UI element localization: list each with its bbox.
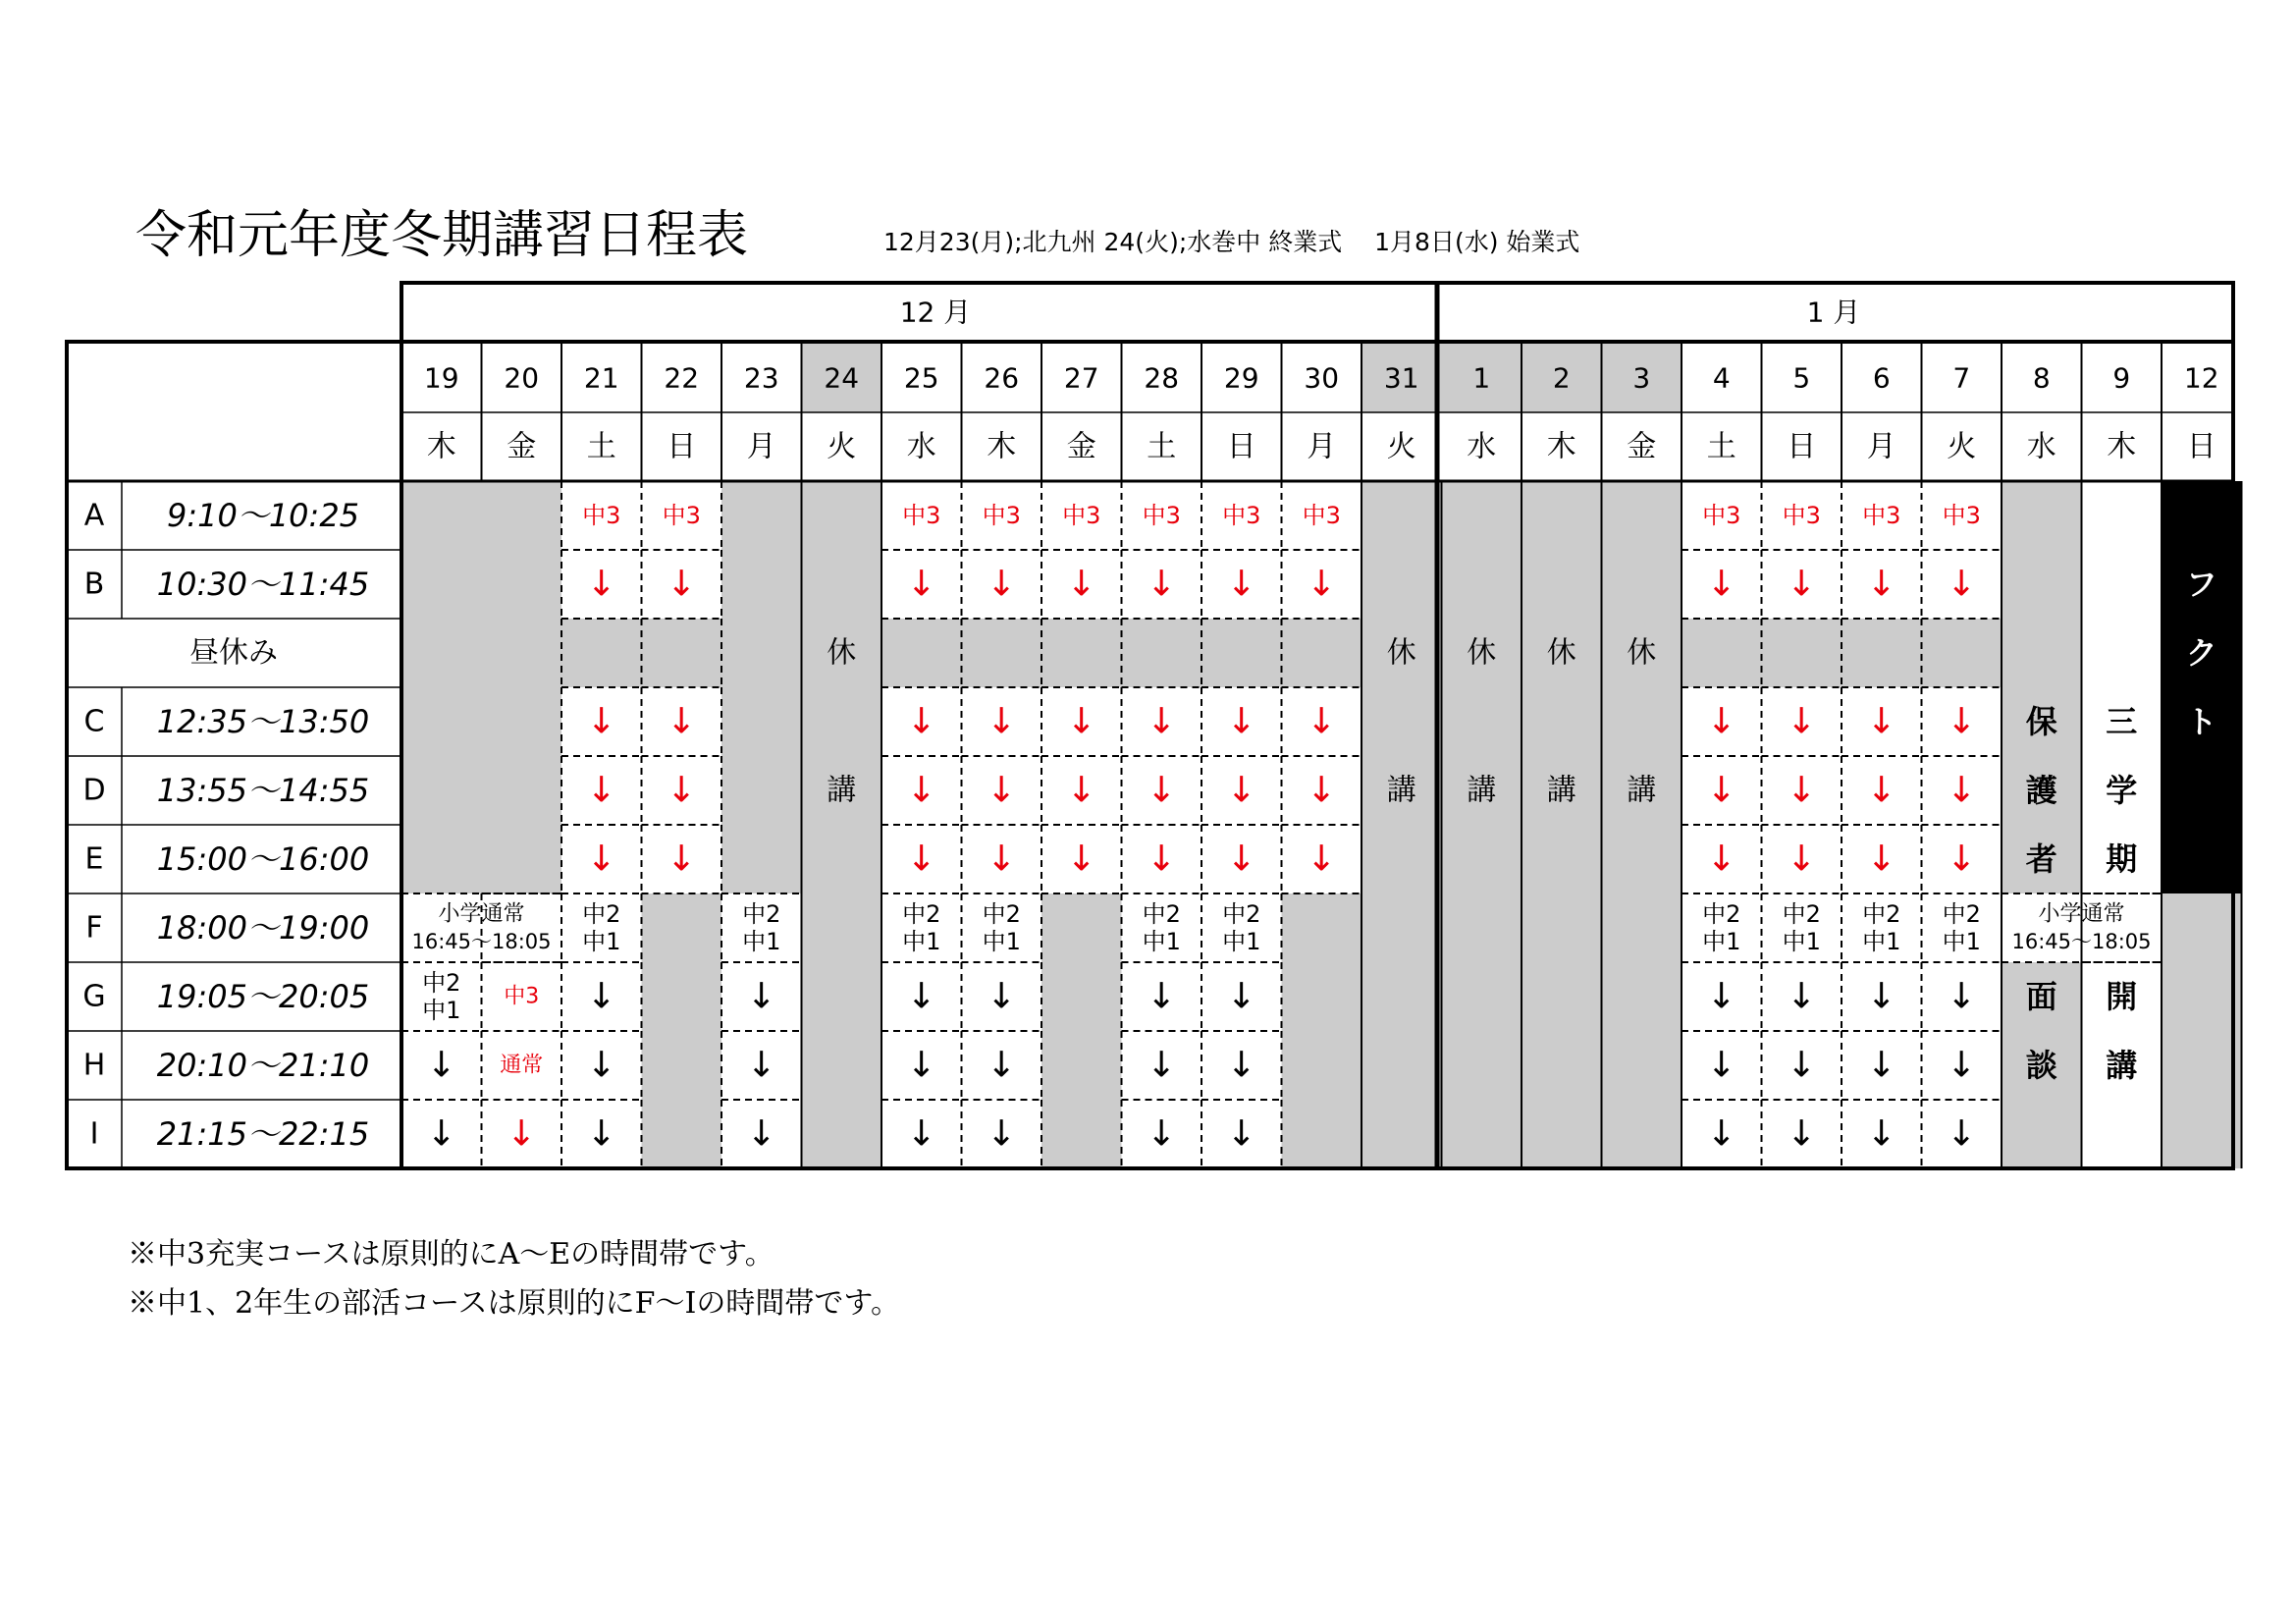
period-code: A [83, 498, 105, 533]
continue-arrow: ↓ [586, 839, 616, 880]
day-weekday: 金 [1627, 429, 1657, 464]
continue-arrow: ↓ [987, 701, 1017, 742]
day-weekday: 土 [586, 429, 616, 464]
continue-arrow: ↓ [1226, 1113, 1256, 1155]
class-chu2: 中2 [1702, 900, 1741, 928]
period-code: B [83, 567, 105, 602]
holiday-column-shade [1362, 481, 1442, 1168]
hogosha-char: 護 [2025, 772, 2057, 809]
day-date: 26 [984, 361, 1020, 395]
day-weekday: 木 [987, 429, 1017, 464]
class-chu1: 中1 [1142, 928, 1181, 955]
day-weekday: 金 [507, 429, 537, 464]
sangakki-char: 期 [2106, 840, 2138, 878]
day-weekday: 日 [2186, 429, 2216, 464]
class-chu3: 中3 [1142, 502, 1181, 529]
mendan-char: 談 [2025, 1047, 2057, 1084]
kyukou-kyu: 休 [1386, 635, 1416, 671]
continue-arrow: ↓ [1947, 564, 1977, 605]
period-time: 19:05～20:05 [156, 978, 370, 1015]
kyukou-ko: 講 [1546, 773, 1576, 808]
day-date: 19 [423, 361, 459, 395]
lunch-shade [642, 619, 722, 687]
continue-arrow: ↓ [1866, 564, 1896, 605]
day-weekday: 月 [1866, 429, 1896, 464]
class-shogaku: 小学通常 [438, 901, 525, 927]
period-code: F [85, 910, 103, 946]
continue-arrow: ↓ [1307, 770, 1337, 811]
day-date: 27 [1063, 361, 1099, 395]
no-class-shade [642, 893, 722, 1168]
class-chu1: 中1 [1702, 928, 1741, 955]
holiday-column-shade [802, 481, 882, 1168]
continue-arrow: ↓ [1947, 701, 1977, 742]
class-chu3: 中3 [1302, 502, 1341, 529]
day-date: 12 [2183, 361, 2219, 395]
class-chu2: 中2 [1942, 900, 1981, 928]
continue-arrow: ↓ [906, 1045, 936, 1086]
continue-arrow: ↓ [1787, 701, 1817, 742]
lunch-label: 昼休み [189, 635, 278, 671]
day-weekday: 日 [1787, 429, 1817, 464]
continue-arrow: ↓ [586, 976, 616, 1017]
continue-arrow: ↓ [1787, 770, 1817, 811]
period-time: 10:30～11:45 [156, 566, 370, 603]
continue-arrow: ↓ [1947, 770, 1977, 811]
page-title: 令和元年度冬期講習日程表 [135, 206, 749, 265]
hogosha-shade [2002, 481, 2082, 893]
period-time: 20:10～21:10 [156, 1047, 370, 1084]
class-chu3: 中3 [1782, 502, 1821, 529]
lunch-shade [1122, 619, 1202, 687]
holiday-column-shade [1522, 481, 1602, 1168]
kyukou-kyu: 休 [1467, 635, 1497, 671]
day-date: 1 [1472, 361, 1491, 395]
continue-arrow: ↓ [746, 1045, 776, 1086]
continue-arrow: ↓ [1307, 701, 1337, 742]
kyukou-kyu: 休 [1627, 635, 1657, 671]
day-weekday: 水 [2026, 429, 2056, 464]
day-weekday: 火 [827, 429, 857, 464]
fukuto-black [2162, 481, 2242, 893]
day-date: 23 [743, 361, 779, 395]
continue-arrow: ↓ [1787, 976, 1817, 1017]
period-code: D [82, 773, 106, 808]
day-date: 2 [1552, 361, 1571, 395]
class-shogaku-time: 16:45～18:05 [411, 930, 552, 953]
continue-arrow: ↓ [1066, 770, 1096, 811]
period-code: C [83, 704, 105, 739]
continue-arrow: ↓ [1066, 701, 1096, 742]
class-chu3: 中3 [902, 502, 941, 529]
continue-arrow: ↓ [1066, 564, 1096, 605]
class-chu2: 中2 [742, 900, 781, 928]
day-date: 30 [1304, 361, 1340, 395]
continue-arrow: ↓ [1706, 976, 1736, 1017]
continue-arrow: ↓ [906, 839, 936, 880]
class-chu3: 中3 [982, 502, 1021, 529]
month-label-december: 12 月 [899, 296, 972, 329]
class-chu2: 中2 [422, 969, 461, 997]
kyukou-kyu: 休 [827, 635, 857, 671]
day-weekday: 木 [1546, 429, 1576, 464]
class-chu3: 中3 [1942, 502, 1981, 529]
day-weekday: 火 [1386, 429, 1416, 464]
continue-arrow: ↓ [1866, 770, 1896, 811]
continue-arrow: ↓ [1866, 1045, 1896, 1086]
day-weekday: 日 [667, 429, 697, 464]
day-date: 24 [824, 361, 860, 395]
day-weekday: 土 [1147, 429, 1177, 464]
no-class-shade [1041, 893, 1122, 1168]
continue-arrow: ↓ [1307, 564, 1337, 605]
continue-arrow: ↓ [667, 564, 697, 605]
day-date: 25 [903, 361, 939, 395]
continue-arrow: ↓ [1226, 564, 1256, 605]
day-date: 9 [2112, 361, 2131, 395]
hogosha-char: 者 [2025, 840, 2057, 878]
class-chu1: 中1 [902, 928, 941, 955]
class-chu3: 中3 [504, 984, 540, 1009]
continue-arrow: ↓ [987, 976, 1017, 1017]
day-date: 7 [1952, 361, 1971, 395]
kyukou-ko: 講 [1467, 773, 1497, 808]
continue-arrow: ↓ [1706, 564, 1736, 605]
sangakki-char: 三 [2106, 703, 2138, 740]
continue-arrow: ↓ [906, 770, 936, 811]
class-chu1: 中1 [1222, 928, 1261, 955]
continue-arrow: ↓ [667, 839, 697, 880]
continue-arrow: ↓ [987, 564, 1017, 605]
continue-arrow: ↓ [1787, 564, 1817, 605]
lunch-shade [1201, 619, 1282, 687]
period-code: H [82, 1048, 106, 1083]
hogosha-char: 保 [2025, 703, 2057, 740]
class-chu2: 中2 [1862, 900, 1901, 928]
class-chu1: 中1 [582, 928, 621, 955]
continue-arrow: ↓ [987, 839, 1017, 880]
period-code: G [82, 979, 106, 1014]
class-chu2: 中2 [982, 900, 1021, 928]
continue-arrow: ↓ [586, 1113, 616, 1155]
no-class-shade [2162, 893, 2242, 1168]
day-weekday: 金 [1066, 429, 1096, 464]
continue-arrow: ↓ [1147, 701, 1177, 742]
class-chu3: 中3 [1702, 502, 1741, 529]
continue-arrow: ↓ [1947, 1113, 1977, 1155]
class-chu1: 中1 [422, 997, 461, 1024]
kyukou-ko: 講 [1386, 773, 1416, 808]
lunch-shade [1922, 619, 2002, 687]
class-chu2: 中2 [1222, 900, 1261, 928]
continue-arrow: ↓ [507, 1113, 537, 1155]
class-chu1: 中1 [1862, 928, 1901, 955]
class-shogaku-time: 16:45～18:05 [2011, 930, 2152, 953]
class-chu3: 中3 [662, 502, 701, 529]
continue-arrow: ↓ [1147, 770, 1177, 811]
lunch-shade [1682, 619, 1762, 687]
lunch-shade [561, 619, 642, 687]
continue-arrow: ↓ [1866, 701, 1896, 742]
continue-arrow: ↓ [667, 770, 697, 811]
no-class-shade [721, 481, 802, 893]
continue-arrow: ↓ [1147, 976, 1177, 1017]
day-weekday: 月 [746, 429, 776, 464]
day-date: 29 [1223, 361, 1259, 395]
continue-arrow: ↓ [1787, 1113, 1817, 1155]
continue-arrow: ↓ [1866, 839, 1896, 880]
lunch-shade [1041, 619, 1122, 687]
day-date: 8 [2032, 361, 2051, 395]
day-weekday: 木 [426, 429, 456, 464]
continue-arrow: ↓ [1706, 770, 1736, 811]
continue-arrow: ↓ [987, 1045, 1017, 1086]
lunch-shade [1842, 619, 1922, 687]
continue-arrow: ↓ [906, 976, 936, 1017]
kyukou-ko: 講 [827, 773, 857, 808]
continue-arrow: ↓ [1706, 1045, 1736, 1086]
continue-arrow: ↓ [987, 1113, 1017, 1155]
continue-arrow: ↓ [586, 564, 616, 605]
continue-arrow: ↓ [1147, 1113, 1177, 1155]
period-time: 12:35～13:50 [156, 703, 370, 740]
day-date: 5 [1792, 361, 1811, 395]
day-date: 21 [583, 361, 619, 395]
continue-arrow: ↓ [906, 564, 936, 605]
period-time: 15:00～16:00 [156, 840, 370, 878]
day-date: 4 [1712, 361, 1731, 395]
class-chu1: 中1 [742, 928, 781, 955]
class-chu1: 中1 [982, 928, 1021, 955]
period-time: 18:00～19:00 [156, 909, 370, 947]
period-code: I [89, 1116, 99, 1152]
continue-arrow: ↓ [586, 701, 616, 742]
note-bukatsu-course: ※中1、2年生の部活コースは原則的にF～Iの時間帯です。 [128, 1286, 900, 1321]
continue-arrow: ↓ [1706, 1113, 1736, 1155]
period-time: 13:55～14:55 [156, 772, 370, 809]
class-chu2: 中2 [1782, 900, 1821, 928]
term-dates-note: 12月23(月);北九州 24(火);水巻中 終業式 1月8日(水) 始業式 [883, 228, 1580, 256]
class-chu3: 中3 [1222, 502, 1261, 529]
lunch-shade [962, 619, 1042, 687]
class-chu1: 中1 [1942, 928, 1981, 955]
day-weekday: 土 [1706, 429, 1736, 464]
continue-arrow: ↓ [1706, 701, 1736, 742]
class-shogaku: 小学通常 [2038, 901, 2125, 927]
day-weekday: 月 [1307, 429, 1337, 464]
continue-arrow: ↓ [746, 976, 776, 1017]
continue-arrow: ↓ [426, 1113, 456, 1155]
lunch-shade [1762, 619, 1842, 687]
class-chu1: 中1 [1782, 928, 1821, 955]
kyukou-kyu: 休 [1546, 635, 1576, 671]
continue-arrow: ↓ [906, 701, 936, 742]
continue-arrow: ↓ [1787, 839, 1817, 880]
holiday-column-shade [1602, 481, 1682, 1168]
day-date: 31 [1383, 361, 1419, 395]
kaiko-char: 講 [2106, 1047, 2138, 1084]
continue-arrow: ↓ [987, 770, 1017, 811]
continue-arrow: ↓ [1787, 1045, 1817, 1086]
fukuto-char: ク [2185, 634, 2217, 672]
continue-arrow: ↓ [1226, 976, 1256, 1017]
mendan-char: 面 [2025, 978, 2057, 1015]
no-class-shade [401, 481, 561, 893]
class-chu2: 中2 [582, 900, 621, 928]
period-code: E [84, 841, 104, 877]
continue-arrow: ↓ [1947, 1045, 1977, 1086]
no-class-shade [1282, 893, 1362, 1168]
class-chu3: 中3 [1862, 502, 1901, 529]
kyukou-ko: 講 [1627, 773, 1657, 808]
class-chu2: 中2 [902, 900, 941, 928]
day-date: 3 [1632, 361, 1651, 395]
holiday-column-shade [1442, 481, 1522, 1168]
lunch-shade [1282, 619, 1362, 687]
continue-arrow: ↓ [586, 770, 616, 811]
continue-arrow: ↓ [1226, 701, 1256, 742]
day-weekday: 火 [1947, 429, 1977, 464]
continue-arrow: ↓ [906, 1113, 936, 1155]
continue-arrow: ↓ [586, 1045, 616, 1086]
day-weekday: 木 [2107, 429, 2137, 464]
continue-arrow: ↓ [426, 1045, 456, 1086]
continue-arrow: ↓ [1947, 839, 1977, 880]
class-chu2: 中2 [1142, 900, 1181, 928]
continue-arrow: ↓ [1706, 839, 1736, 880]
day-date: 6 [1872, 361, 1891, 395]
continue-arrow: ↓ [1307, 839, 1337, 880]
continue-arrow: ↓ [667, 701, 697, 742]
continue-arrow: ↓ [746, 1113, 776, 1155]
continue-arrow: ↓ [1066, 839, 1096, 880]
day-date: 20 [504, 361, 540, 395]
class-chu3: 中3 [1062, 502, 1101, 529]
kaiko-char: 開 [2106, 978, 2138, 1015]
continue-arrow: ↓ [1147, 1045, 1177, 1086]
lunch-shade [881, 619, 962, 687]
note-chu3-course: ※中3充実コースは原則的にA～Eの時間帯です。 [128, 1237, 774, 1272]
continue-arrow: ↓ [1147, 839, 1177, 880]
sangakki-char: 学 [2106, 772, 2138, 809]
day-date: 28 [1144, 361, 1180, 395]
continue-arrow: ↓ [1226, 770, 1256, 811]
period-time: 21:15～22:15 [156, 1115, 370, 1153]
fukuto-char: フ [2185, 566, 2217, 603]
class-chu3: 中3 [582, 502, 621, 529]
continue-arrow: ↓ [1947, 976, 1977, 1017]
period-time: 9:10～10:25 [166, 497, 360, 534]
continue-arrow: ↓ [1866, 976, 1896, 1017]
day-weekday: 日 [1226, 429, 1256, 464]
continue-arrow: ↓ [1147, 564, 1177, 605]
continue-arrow: ↓ [1226, 839, 1256, 880]
day-weekday: 水 [1467, 429, 1497, 464]
continue-arrow: ↓ [1866, 1113, 1896, 1155]
class-tsujo: 通常 [500, 1053, 544, 1078]
month-label-january: 1 月 [1806, 296, 1861, 329]
fukuto-char: ト [2185, 703, 2217, 740]
day-weekday: 水 [906, 429, 936, 464]
day-date: 22 [664, 361, 700, 395]
continue-arrow: ↓ [1226, 1045, 1256, 1086]
